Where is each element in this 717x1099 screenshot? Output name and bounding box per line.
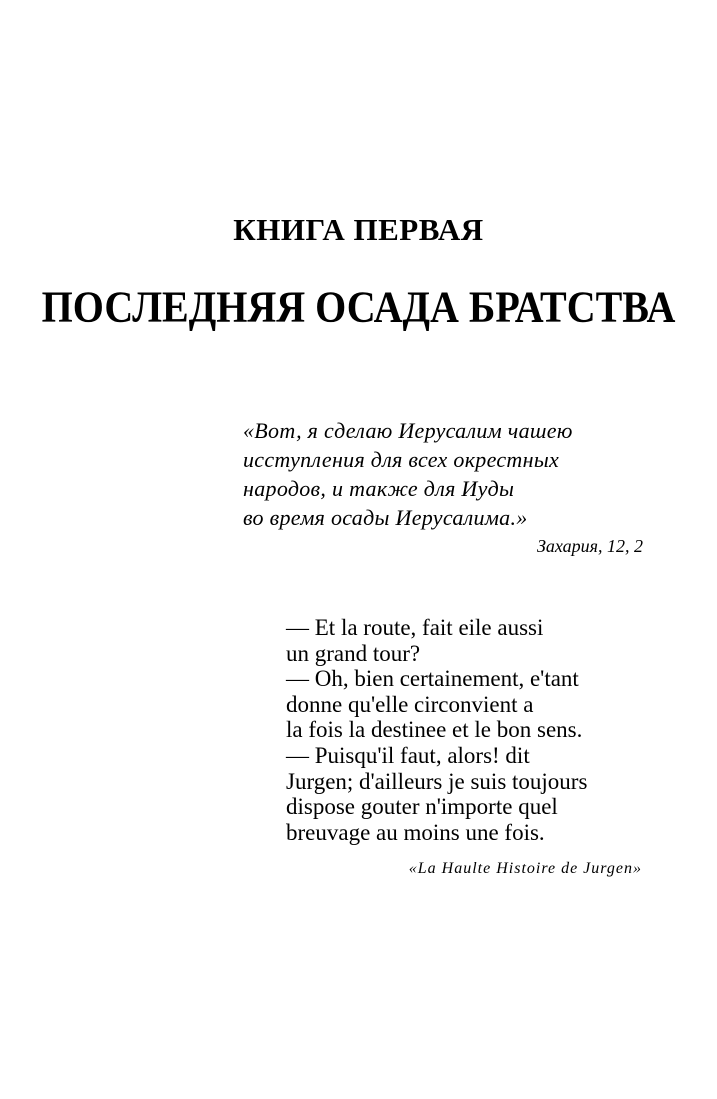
epigraph-line: donne qu'elle circonvient a	[286, 691, 534, 717]
epigraph-french	[286, 615, 666, 845]
epigraph-french-attribution: «La Haulte Histoire de Jurgen»	[408, 860, 642, 877]
epigraph-line: Jurgen; d'ailleurs je suis toujours	[286, 768, 588, 794]
epigraph-line: la fois la destinee et le bon sens.	[286, 717, 583, 743]
part-title: ПОСЛЕДНЯЯ ОСАДА БРАТСТВА	[41, 281, 676, 332]
epigraph-line: — Oh, bien certainement, e'tant	[286, 666, 579, 692]
epigraph-line: dispose gouter n'importe quel	[286, 794, 558, 820]
epigraph-line: un grand tour?	[286, 640, 421, 666]
epigraph-russian	[243, 416, 653, 532]
epigraph-line: «Вот, я сделаю Иерусалим чашею	[243, 418, 573, 443]
epigraph-line: breuvage au moins une fois.	[286, 819, 545, 845]
epigraph-line: — Et la route, fait eile aussi	[286, 615, 544, 640]
epigraph-line: народов, и также для Иуды	[243, 476, 515, 501]
epigraph-line: исступления для всех окрестных	[243, 447, 560, 472]
epigraph-russian-attribution: Захария, 12, 2	[536, 536, 643, 556]
book-label: КНИГА ПЕРВАЯ	[233, 212, 484, 247]
epigraph-line: во время осады Иерусалима.»	[243, 505, 528, 530]
epigraph-line: — Puisqu'il faut, alors! dit	[286, 742, 530, 768]
